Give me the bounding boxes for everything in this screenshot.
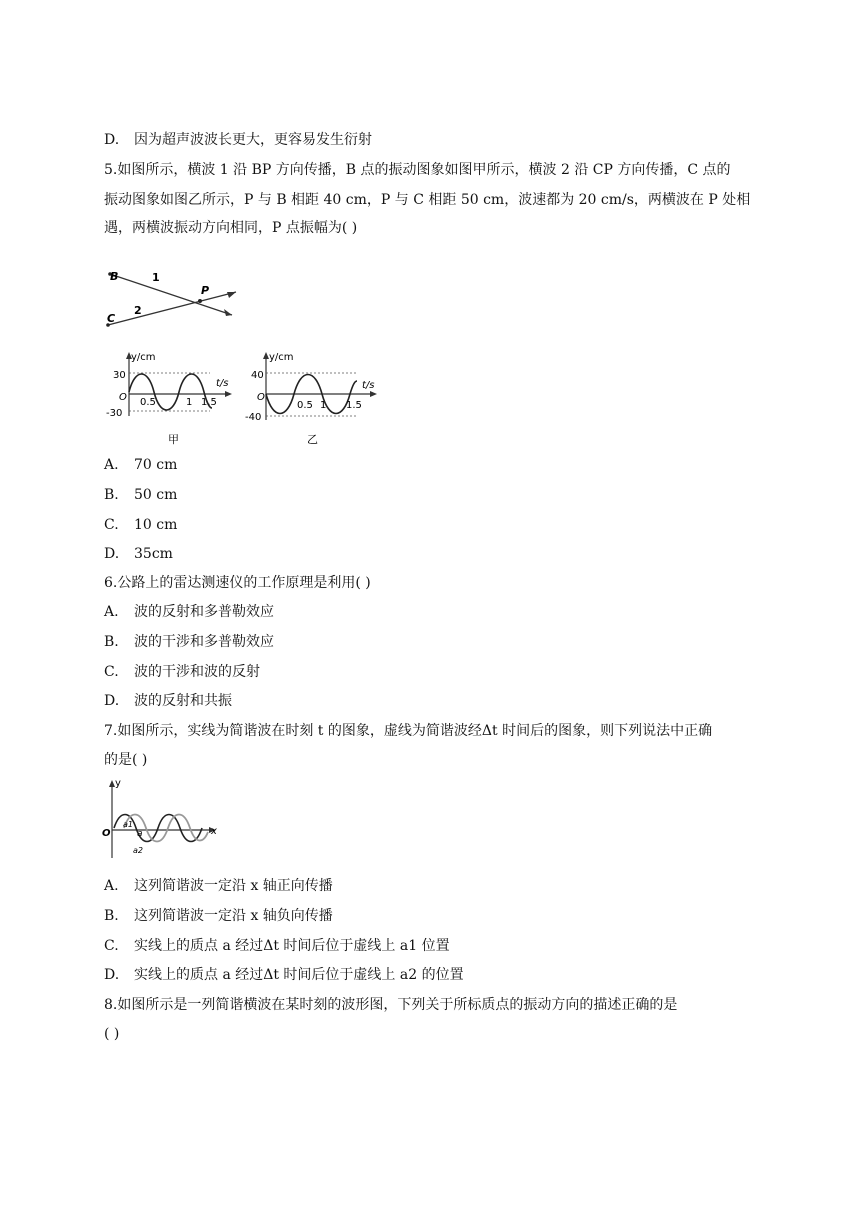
q5-option-a [104,455,177,475]
q5-option-d [104,544,173,564]
option-letter: B. [104,634,119,650]
q5-option-b [104,485,177,505]
y-top-tick: 30 [113,370,126,381]
option-text: 波的反射和多普勒效应 [134,604,274,620]
q7-option-b [104,906,333,926]
option-letter: D. [104,546,120,562]
option-letter: A. [104,604,119,620]
y-label: y/cm [269,352,294,363]
x-axis-arrow-icon [225,391,232,397]
option-letter: C. [104,517,119,533]
q5-option-c [104,515,177,535]
label-a: a [137,829,143,839]
option-letter: A. [104,878,119,894]
t-tick-1-5: 1.5 [346,400,362,411]
label-2: 2 [134,304,142,317]
t-tick-1-5: 1.5 [201,397,217,408]
option-text: 实线上的质点 a 经过Δt 时间后位于虚线上 a2 的位置 [134,967,464,983]
t-tick-1: 1 [320,400,327,411]
q5-wave-path-figure [100,262,250,336]
q5-stem-line-2: 振动图象如图乙所示，P 与 B 相距 40 cm，P 与 C 相距 50 cm，波速都为 20 cm/s，两横波在 P 处相 [104,192,751,208]
y-label: y [115,778,121,789]
option-text: 波的干涉和波的反射 [134,664,260,680]
option-text: 这列简谐波一定沿 x 轴负向传播 [134,908,333,924]
option-text: 这列简谐波一定沿 x 轴正向传播 [134,878,333,894]
q7-stem-line-2: 的是( ) [104,752,148,768]
q5-stem-line-3: 遇，两横波振动方向相同，P 点振幅为( ) [104,220,358,236]
y-bottom-tick: -30 [106,408,123,419]
option-text: 10 cm [134,517,178,533]
x-label: x [211,826,217,837]
option-letter: B. [104,487,119,503]
label-a1: a1 [123,820,133,829]
option-text: 因为超声波波长更大，更容易发生衍射 [134,132,372,148]
option-letter: B. [104,908,119,924]
graph-caption: 甲 [168,433,179,446]
option-text: 波的干涉和多普勒效应 [134,634,274,650]
option-text: 波的反射和共振 [134,693,232,709]
q6-option-d [104,691,232,711]
x-label: t/s [362,380,375,391]
x-axis-arrow-icon [370,391,377,397]
y-top-tick: 40 [251,370,264,381]
q7-wave-figure [100,774,225,864]
y-bottom-tick: -40 [245,412,262,423]
arrow-1-icon [224,309,232,316]
q8-stem-line-2: ( ) [104,1026,120,1042]
x-label: t/s [216,378,229,389]
q7-option-c [104,936,450,956]
origin-label: O [257,392,265,403]
origin-label: O [119,392,127,403]
q7-option-a [104,876,333,896]
t-tick-0-5: 0.5 [297,400,313,411]
y-label: y/cm [131,352,156,363]
t-tick-0-5: 0.5 [140,397,156,408]
q8-stem-line-1: 8.如图所示是一列简谐横波在某时刻的波形图，下列关于所标质点的振动方向的描述正确的是 [104,997,678,1013]
option-letter: D. [104,967,120,983]
option-text: 35cm [134,546,173,562]
option-text: 50 cm [134,487,178,503]
label-a2: a2 [133,846,143,855]
point-p-dot [198,299,202,303]
option-letter: C. [104,664,119,680]
arrow-2-icon [227,292,236,298]
label-b: B [110,270,119,283]
q6-option-c [104,662,260,682]
option-text: 70 cm [134,457,178,473]
q4-option-d [104,130,372,150]
origin-label: O [102,828,111,839]
q6-stem: 6.公路上的雷达测速仪的工作原理是利用( ) [104,575,371,591]
option-letter: A. [104,457,119,473]
q5-graph-yi [245,348,385,448]
graph-caption: 乙 [307,433,318,446]
label-p: P [201,284,210,297]
q5-stem-line-1: 5.如图所示，横波 1 沿 BP 方向传播，B 点的振动图象如图甲所示，横波 2 沿 CP 方向传播，C 点的 [104,162,731,178]
t-tick-1: 1 [186,397,193,408]
option-text: 实线上的质点 a 经过Δt 时间后位于虚线上 a1 位置 [134,938,450,954]
q6-option-b [104,632,274,652]
q7-option-d [104,965,464,985]
label-c: C [107,312,116,325]
label-1: 1 [152,271,160,284]
q7-stem-line-1: 7.如图所示，实线为简谐波在时刻 t 的图象，虚线为简谐波经Δt 时间后的图象，则下列说法中正确 [104,723,713,739]
option-letter: D. [104,693,120,709]
q5-graph-jia [100,348,235,448]
option-letter: D. [104,132,120,148]
wave-2-path [108,292,236,325]
q6-option-a [104,602,274,622]
option-letter: C. [104,938,119,954]
